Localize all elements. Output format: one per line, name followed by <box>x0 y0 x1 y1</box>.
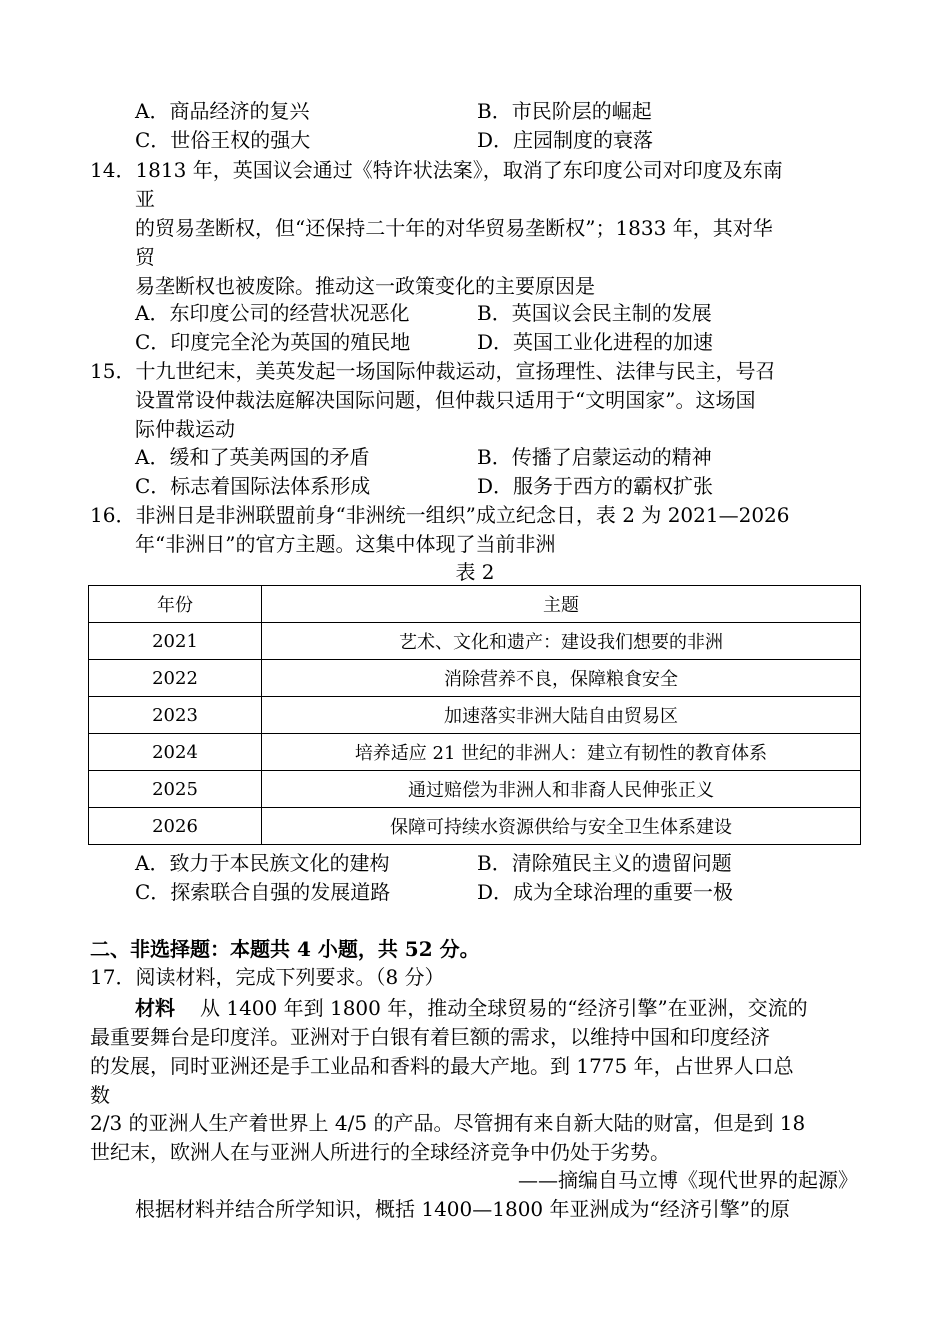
q13-option-b: B．市民阶层的崛起 <box>477 99 652 123</box>
material-line-1: 从 1400 年到 1800 年，推动全球贸易的“经济引擎”在亚洲，交流的 <box>200 996 808 1020</box>
year-cell: 2024 <box>89 734 262 771</box>
table-row <box>89 623 861 660</box>
theme-table <box>88 585 861 845</box>
material-line-6: 世纪末，欧洲人在与亚洲人所进行的全球经济竞争中仍处于劣势。 <box>90 1140 670 1164</box>
material-source: ——摘编自马立博《现代世界的起源》 <box>518 1168 858 1192</box>
material-line-4: 数 <box>90 1083 110 1107</box>
theme-cell: 消除营养不良，保障粮食安全 <box>262 660 861 697</box>
q17-stem: 17．阅读材料，完成下列要求。（8 分） <box>90 965 445 989</box>
q15-option-a: A．缓和了英美两国的矛盾 <box>135 445 370 469</box>
table-header-row <box>89 586 861 623</box>
theme-cell: 加速落实非洲大陆自由贸易区 <box>262 697 861 734</box>
q16-option-d: D．成为全球治理的重要一极 <box>477 880 734 904</box>
material-line-2: 最重要舞台是印度洋。亚洲对于白银有着巨额的需求，以维持中国和印度经济 <box>90 1025 770 1049</box>
section-heading: 二、非选择题：本题共 4 小题，共 52 分。 <box>90 937 480 961</box>
theme-cell: 培养适应 21 世纪的非洲人：建立有韧性的教育体系 <box>262 734 861 771</box>
q15-option-c: C．标志着国际法体系形成 <box>135 474 371 498</box>
year-cell: 2026 <box>89 808 262 845</box>
year-cell: 2025 <box>89 771 262 808</box>
theme-cell: 通过赔偿为非洲人和非裔人民伸张正义 <box>262 771 861 808</box>
theme-cell: 保障可持续水资源供给与安全卫生体系建设 <box>262 808 861 845</box>
q13-option-a: A．商品经济的复兴 <box>135 99 310 123</box>
year-cell: 2022 <box>89 660 262 697</box>
header-theme: 主题 <box>262 586 861 623</box>
q14-line-3: 的贸易垄断权，但“还保持二十年的对华贸易垄断权”；1833 年，其对华 <box>135 216 773 240</box>
year-cell: 2023 <box>89 697 262 734</box>
table-row <box>89 697 861 734</box>
material-label: 材料 <box>135 996 175 1020</box>
q17-question: 根据材料并结合所学知识，概括 1400—1800 年亚洲成为“经济引擎”的原 <box>135 1197 790 1221</box>
table-caption: 表 2 <box>455 560 495 584</box>
q14-option-c: C．印度完全沦为英国的殖民地 <box>135 330 411 354</box>
q15-line-3: 际仲裁运动 <box>135 417 235 441</box>
material-line-5: 2/3 的亚洲人生产着世界上 4/5 的产品。尽管拥有来自新大陆的财富，但是到 18 <box>90 1111 806 1135</box>
table-row <box>89 660 861 697</box>
q15-option-b: B．传播了启蒙运动的精神 <box>477 445 712 469</box>
q14-line-5: 易垄断权也被废除。推动这一政策变化的主要原因是 <box>135 274 595 298</box>
header-year: 年份 <box>89 586 262 623</box>
theme-cell: 艺术、文化和遗产：建设我们想要的非洲 <box>262 623 861 660</box>
q15-option-d: D．服务于西方的霸权扩张 <box>477 474 714 498</box>
q15-line-2: 设置常设仲裁法庭解决国际问题，但仲裁只适用于“文明国家”。这场国 <box>135 388 756 412</box>
q14-option-d: D．英国工业化进程的加速 <box>477 330 714 354</box>
q14-line-1: 14．1813 年，英国议会通过《特许状法案》，取消了东印度公司对印度及东南 <box>90 158 783 182</box>
q13-option-c: C．世俗王权的强大 <box>135 128 311 152</box>
q14-line-4: 贸 <box>135 245 155 269</box>
q13-option-d: D．庄园制度的衰落 <box>477 128 654 152</box>
q14-option-b: B．英国议会民主制的发展 <box>477 301 712 325</box>
material-line-3: 的发展，同时亚洲还是手工业品和香料的最大产地。到 1775 年，占世界人口总 <box>90 1054 794 1078</box>
table-row <box>89 808 861 845</box>
table-row <box>89 734 861 771</box>
table-row <box>89 771 861 808</box>
q15-line-1: 15．十九世纪末，美英发起一场国际仲裁运动，宣扬理性、法律与民主，号召 <box>90 359 776 383</box>
q14-option-a: A．东印度公司的经营状况恶化 <box>135 301 410 325</box>
q16-option-a: A．致力于本民族文化的建构 <box>135 851 390 875</box>
q16-option-c: C．探索联合自强的发展道路 <box>135 880 391 904</box>
q14-line-2: 亚 <box>135 187 155 211</box>
year-cell: 2021 <box>89 623 262 660</box>
q16-line-2: 年“非洲日”的官方主题。这集中体现了当前非洲 <box>135 532 556 556</box>
q16-option-b: B．清除殖民主义的遗留问题 <box>477 851 732 875</box>
q16-line-1: 16．非洲日是非洲联盟前身“非洲统一组织”成立纪念日，表 2 为 2021—2026 <box>90 503 790 527</box>
